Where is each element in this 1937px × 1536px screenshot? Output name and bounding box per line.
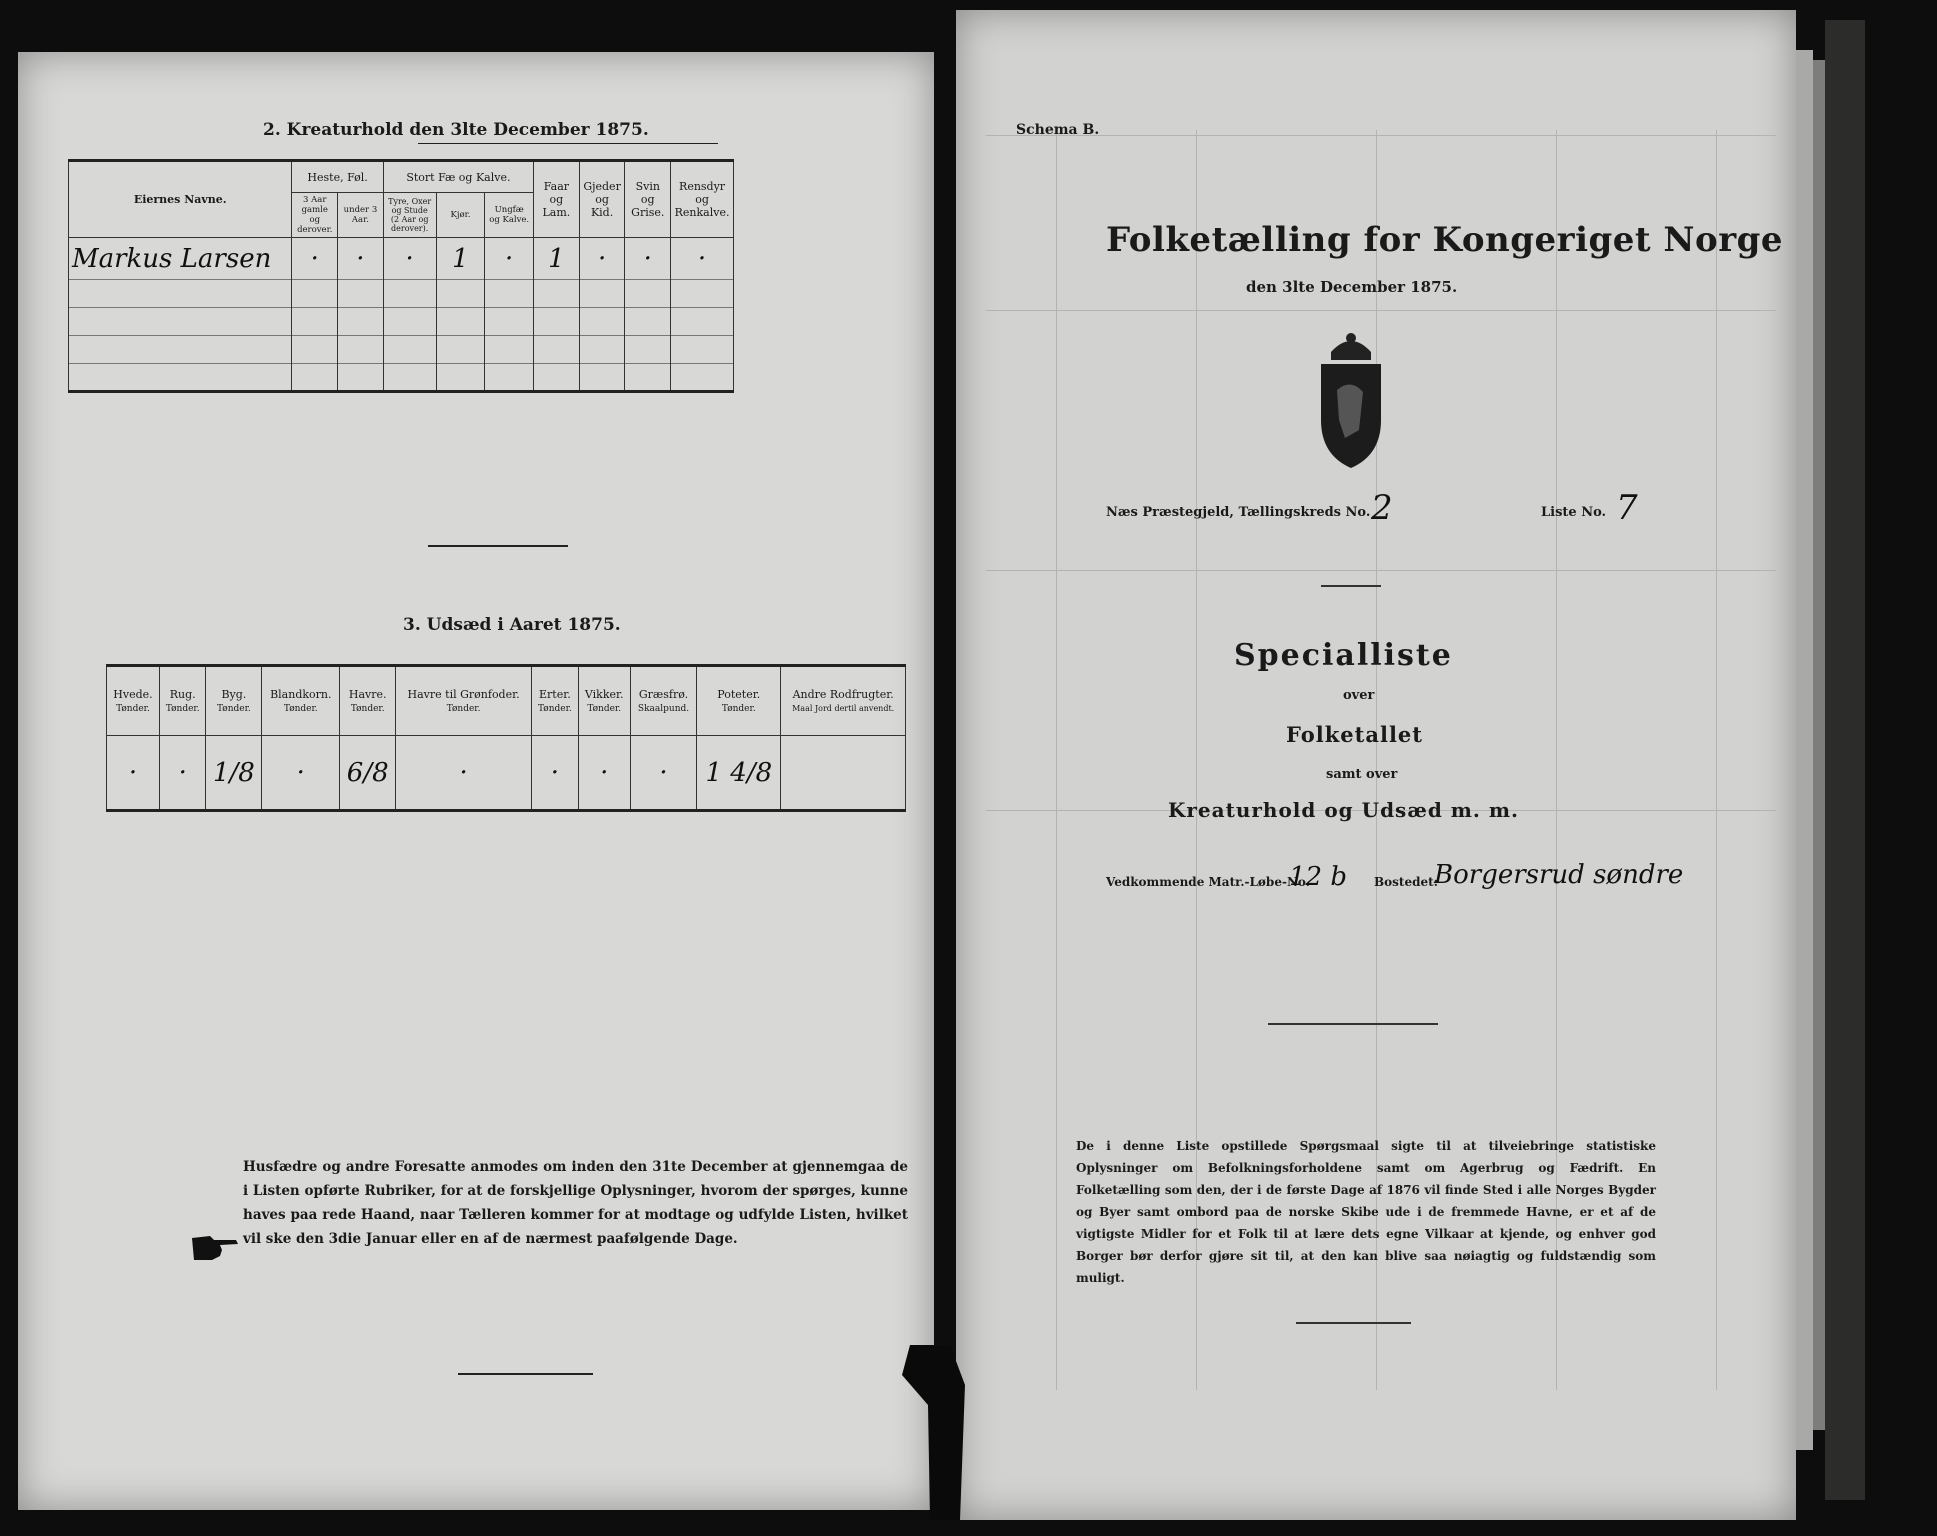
header-horses: Heste, Føl.	[292, 161, 383, 193]
page-subtitle: den 3lte December 1875.	[1246, 278, 1458, 296]
place-name: Borgersrud søndre	[1434, 860, 1684, 890]
seed-cell: ·	[396, 736, 532, 811]
table-row	[69, 364, 734, 392]
footer-note: De i denne Liste opstillede Spørgsmaal sigte til at tilveiebringe statistiske Oplysninger om Befolkningsforholdene samt om Agerbrug og Fædrift. En Folketælling som den, der i de første Dage af 1876 vil finde Sted i alle Norges Bygder og Byer samt ombord paa de norske Skibe ude i de fremmede Havne, er et af de vigtigste Midler for et Folk til at lære dets egne Vilkaar at kjende, og enhver god Borger bør derfor gjøre sit til, at den kan blive saa nøiagtig og fuldstændig som muligt.	[1076, 1139, 1656, 1285]
header-owner-names: Eiernes Navne.	[69, 161, 292, 238]
table-row	[69, 336, 734, 364]
cell-cattle-oxen: ·	[383, 238, 436, 280]
seed-cell: ·	[578, 736, 630, 811]
livestock-table	[68, 159, 734, 393]
seed-cell: ·	[532, 736, 579, 811]
coat-of-arms-icon	[1311, 330, 1391, 470]
grid-line	[986, 310, 1776, 311]
seed-header: Græsfrø. Skaalpund.	[630, 666, 696, 736]
section-2-title: 2. Kreaturhold den 3lte December 1875.	[263, 120, 649, 140]
table-row	[107, 736, 906, 811]
specialliste-heading: Specialliste	[1234, 638, 1453, 673]
header-horses-young: under 3 Aar.	[338, 193, 384, 238]
list-label: Liste No.	[1541, 505, 1607, 520]
over-label: over	[1343, 688, 1375, 703]
seed-cell: ·	[159, 736, 206, 811]
grid-line	[1716, 130, 1717, 1390]
section-3-title: 3. Udsæd i Aaret 1875.	[403, 615, 621, 635]
grid-line	[986, 135, 1776, 136]
page-edge	[1825, 20, 1865, 1500]
samt-over-label: samt over	[1326, 767, 1398, 782]
cell-goats: ·	[579, 238, 625, 280]
table-row	[69, 238, 734, 280]
header-horses-old: 3 Aar gamle og derover.	[292, 193, 338, 238]
seed-header: Andre Rodfrugter. Maal Jord dertil anvendt.	[781, 666, 906, 736]
seed-header: Vikker. Tønder.	[578, 666, 630, 736]
seed-header: Havre. Tønder.	[340, 666, 396, 736]
header-cattle: Stort Fæ og Kalve.	[383, 161, 533, 193]
header-pigs: Svin og Grise.	[625, 161, 671, 238]
seed-cell: ·	[630, 736, 696, 811]
matr-number: 12 b	[1289, 862, 1347, 892]
pointing-hand-icon	[190, 1230, 240, 1264]
matr-label: Vedkommende Matr.-Løbe-No.	[1106, 875, 1310, 889]
seed-header: Havre til Grønfoder. Tønder.	[396, 666, 532, 736]
seed-cell: 6/8	[340, 736, 396, 811]
table-row	[69, 280, 734, 308]
seed-cell: 1/8	[206, 736, 262, 811]
divider	[1268, 1023, 1438, 1025]
instruction-note: Husfædre og andre Foresatte anmodes om inden den 31te December at gjennemgaa de i Listen opførte Rubriker, for at de forskjellige Oplysninger, hvorom der spørges, kunne haves paa rede Haand, naar Tælleren kommer for at modtage og udfylde Listen, hvilket vil ske den 3die Januar eller en af de nærmest paafølgende Dage.	[243, 1159, 908, 1247]
seed-header: Byg. Tønder.	[206, 666, 262, 736]
seed-cell: 1 4/8	[697, 736, 781, 811]
seed-header: Rug. Tønder.	[159, 666, 206, 736]
seed-table	[106, 664, 906, 812]
divider	[458, 1373, 593, 1375]
right-page	[956, 10, 1796, 1520]
cell-cattle-calves: ·	[485, 238, 534, 280]
grid-line	[986, 570, 1776, 571]
header-cattle-cows: Kjør.	[436, 193, 485, 238]
header-cattle-calves: Ungfæ og Kalve.	[485, 193, 534, 238]
title-underline	[418, 143, 718, 144]
district-number: 2	[1371, 488, 1393, 528]
header-cattle-oxen: Tyre, Oxer og Stude (2 Aar og derover).	[383, 193, 436, 238]
cell-reindeer: ·	[671, 238, 734, 280]
cell-horses-old: ·	[292, 238, 338, 280]
seed-header: Erter. Tønder.	[532, 666, 579, 736]
folketallet-label: Folketallet	[1286, 722, 1423, 747]
page-title: Folketælling for Kongeriget Norge	[1106, 220, 1784, 260]
seed-header: Blandkorn. Tønder.	[262, 666, 340, 736]
seed-header: Poteter. Tønder.	[697, 666, 781, 736]
divider	[1296, 1322, 1411, 1324]
divider	[1321, 585, 1381, 587]
seed-cell: ·	[107, 736, 160, 811]
header-goats: Gjeder og Kid.	[579, 161, 625, 238]
header-reindeer: Rensdyr og Renkalve.	[671, 161, 734, 238]
binder-clip-icon	[880, 1345, 970, 1520]
header-sheep: Faar og Lam.	[534, 161, 580, 238]
schema-label: Schema B.	[1016, 122, 1100, 138]
seed-cell: ·	[262, 736, 340, 811]
kreaturhold-label: Kreaturhold og Udsæd m. m.	[1168, 798, 1519, 822]
list-number: 7	[1616, 488, 1638, 528]
cell-pigs: ·	[625, 238, 671, 280]
page-edge	[1795, 50, 1813, 1450]
cell-cattle-cows: 1	[436, 238, 485, 280]
table-row	[69, 308, 734, 336]
grid-line	[1056, 130, 1057, 1390]
cell-sheep: 1	[534, 238, 580, 280]
parish-label: Næs Præstegjeld, Tællingskreds No.	[1106, 505, 1371, 520]
seed-cell	[781, 736, 906, 811]
page-edge	[1813, 60, 1825, 1430]
divider	[428, 545, 568, 547]
place-label: Bostedet:	[1374, 875, 1439, 889]
owner-name: Markus Larsen	[69, 238, 292, 280]
cell-horses-young: ·	[338, 238, 384, 280]
left-page	[18, 52, 934, 1510]
seed-header: Hvede. Tønder.	[107, 666, 160, 736]
